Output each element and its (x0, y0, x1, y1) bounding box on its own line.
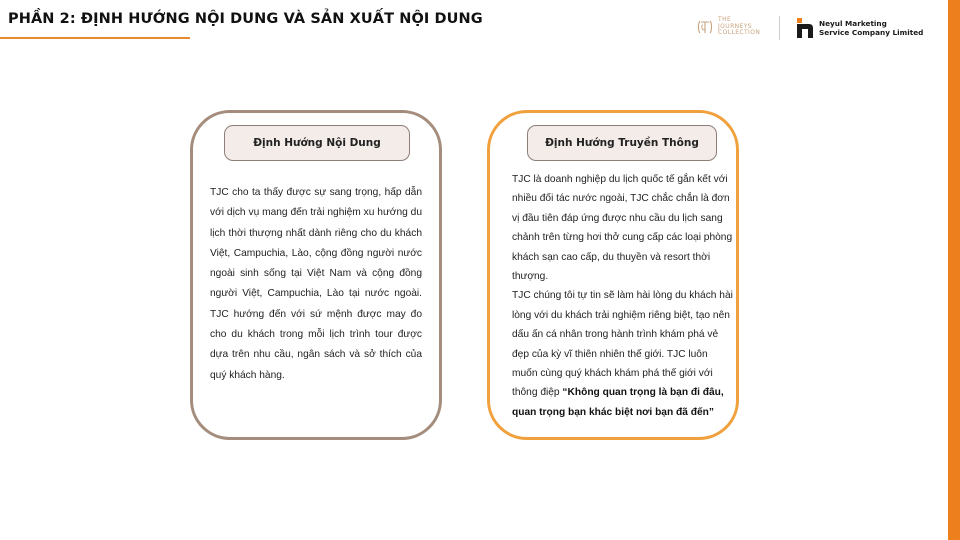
communication-slogan: “Không quan trọng là bạn đi đâu, quan trọng bạn khác biệt nơi bạn đã đến” (512, 387, 724, 418)
tjc-logo (697, 17, 760, 37)
neyul-logo-line2: Service Company Limited (819, 28, 924, 37)
tjc-monogram-icon (697, 17, 713, 37)
content-orientation-card (190, 110, 442, 440)
content-orientation-body: TJC cho ta thấy được sự sang trọng, hấp dẫn với dịch vụ mang đến trải nghiệm xu hướng du lịch thời thượng nhất dành riêng cho du khách Việt, Campuchia, Lào, cộng đồng người nước ngoài sinh sống tại Việt Nam và cộng đồng người Việt, Campuchia, Lào tại nước ngoài. TJC hướng đến với sứ mệnh được may đo cho du khách trong mỗi lịch trình tour được dựa trên nhu cầu, ngân sách và sở thích của quý khách hàng. (210, 187, 422, 381)
tjc-logo-line1: THE (718, 16, 732, 24)
title-underline (0, 37, 190, 39)
communication-orientation-body (512, 170, 734, 422)
communication-orientation-heading: Định Hướng Truyền Thông (527, 125, 717, 161)
right-accent-bar (948, 0, 960, 540)
content-orientation-heading: Định Hướng Nội Dung (224, 125, 410, 161)
tjc-logo-line3: COLLECTION (718, 29, 761, 37)
neyul-logo-line1: Neyul Marketing (819, 19, 887, 28)
communication-orientation-card (487, 110, 739, 440)
communication-paragraph-2 (512, 286, 734, 422)
slide-title: PHẦN 2: ĐỊNH HƯỚNG NỘI DUNG VÀ SẢN XUẤT NỘI DUNG (8, 11, 483, 27)
neyul-logo (796, 18, 923, 38)
neyul-n-icon (796, 18, 815, 38)
logo-divider (779, 16, 780, 40)
communication-paragraph-1: TJC là doanh nghiệp du lịch quốc tế gắn kết với nhiều đối tác nước ngoài, TJC chắc chắn là đơn vị đầu tiên đáp ứng được nhu cầu du lịch sang chảnh trên từng hơi thở cung cấp các loại phòng khách sạn cao cấp, du thuyền và resort thời thượng. (512, 174, 733, 283)
tjc-logo-line2: JOURNEYS (718, 22, 753, 30)
communication-paragraph-2-text: TJC chúng tôi tự tin sẽ làm hài lòng du khách hài lòng với du khách trải nghiệm riêng biệt, tạo nên dấu ấn cá nhân trong hành trình khám phá vẻ đẹp của kỳ vĩ thiên nhiên thế giới. TJC luôn muốn cùng quý khách khám phá thế giới với thông điệp (512, 290, 733, 399)
